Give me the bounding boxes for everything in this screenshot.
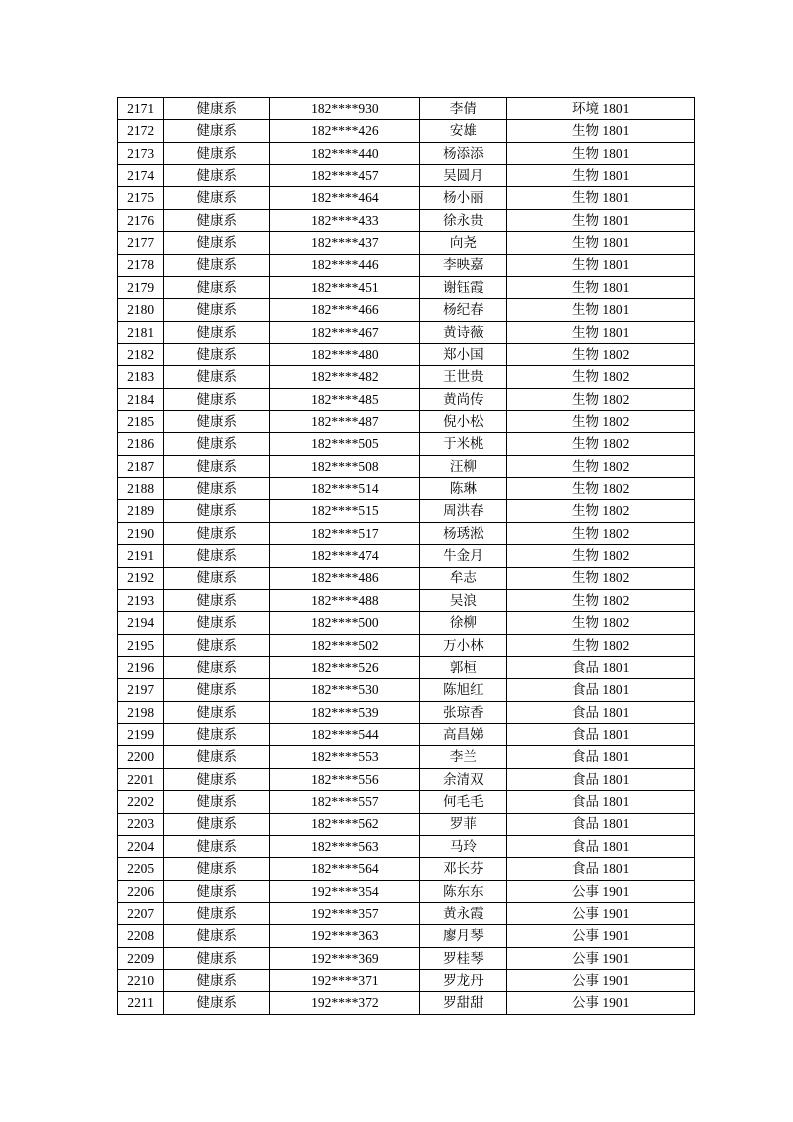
table-row [118,321,695,343]
row-number-cell: 2201 [118,768,164,790]
department-cell: 健康系 [164,545,270,567]
row-number-cell: 2211 [118,992,164,1015]
table-row [118,500,695,522]
name-cell: 吴圆月 [420,165,507,187]
name-cell: 高昌娣 [420,724,507,746]
table-row [118,165,695,187]
name-cell: 廖月琴 [420,925,507,947]
row-number-cell: 2204 [118,835,164,857]
name-cell: 杨琇淞 [420,522,507,544]
row-number-cell: 2173 [118,142,164,164]
department-cell: 健康系 [164,947,270,969]
class-cell: 生物 1801 [507,187,695,209]
department-cell: 健康系 [164,209,270,231]
department-cell: 健康系 [164,634,270,656]
row-number-cell: 2171 [118,98,164,120]
name-cell: 于米桃 [420,433,507,455]
class-cell: 生物 1802 [507,388,695,410]
department-cell: 健康系 [164,679,270,701]
phone-cell: 182****457 [270,165,420,187]
table-row [118,98,695,120]
row-number-cell: 2174 [118,165,164,187]
department-cell: 健康系 [164,522,270,544]
name-cell: 杨小丽 [420,187,507,209]
class-cell: 公事 1901 [507,992,695,1015]
table-row [118,209,695,231]
name-cell: 罗菲 [420,813,507,835]
phone-cell: 182****526 [270,656,420,678]
class-cell: 生物 1801 [507,142,695,164]
department-cell: 健康系 [164,970,270,992]
table-row [118,656,695,678]
row-number-cell: 2200 [118,746,164,768]
table-row [118,388,695,410]
department-cell: 健康系 [164,232,270,254]
name-cell: 黄诗薇 [420,321,507,343]
class-cell: 生物 1801 [507,120,695,142]
phone-cell: 192****354 [270,880,420,902]
name-cell: 郑小国 [420,343,507,365]
name-cell: 徐柳 [420,612,507,634]
class-cell: 生物 1802 [507,634,695,656]
class-cell: 生物 1802 [507,411,695,433]
class-cell: 食品 1801 [507,791,695,813]
class-cell: 公事 1901 [507,902,695,924]
table-row [118,835,695,857]
name-cell: 李倩 [420,98,507,120]
table-row [118,679,695,701]
department-cell: 健康系 [164,187,270,209]
phone-cell: 182****426 [270,120,420,142]
department-cell: 健康系 [164,343,270,365]
class-cell: 生物 1801 [507,165,695,187]
phone-cell: 182****451 [270,276,420,298]
row-number-cell: 2197 [118,679,164,701]
phone-cell: 182****530 [270,679,420,701]
department-cell: 健康系 [164,858,270,880]
row-number-cell: 2180 [118,299,164,321]
row-number-cell: 2185 [118,411,164,433]
name-cell: 倪小松 [420,411,507,433]
department-cell: 健康系 [164,411,270,433]
class-cell: 公事 1901 [507,970,695,992]
row-number-cell: 2191 [118,545,164,567]
row-number-cell: 2209 [118,947,164,969]
row-number-cell: 2176 [118,209,164,231]
department-cell: 健康系 [164,299,270,321]
class-cell: 生物 1802 [507,343,695,365]
department-cell: 健康系 [164,701,270,723]
row-number-cell: 2172 [118,120,164,142]
row-number-cell: 2190 [118,522,164,544]
phone-cell: 182****486 [270,567,420,589]
class-cell: 生物 1801 [507,299,695,321]
name-cell: 李映嘉 [420,254,507,276]
table-row [118,366,695,388]
phone-cell: 182****500 [270,612,420,634]
phone-cell: 182****563 [270,835,420,857]
name-cell: 罗桂琴 [420,947,507,969]
table-row [118,343,695,365]
department-cell: 健康系 [164,120,270,142]
class-cell: 食品 1801 [507,858,695,880]
phone-cell: 182****562 [270,813,420,835]
class-cell: 生物 1802 [507,433,695,455]
department-cell: 健康系 [164,388,270,410]
row-number-cell: 2192 [118,567,164,589]
department-cell: 健康系 [164,902,270,924]
department-cell: 健康系 [164,656,270,678]
phone-cell: 182****437 [270,232,420,254]
row-number-cell: 2195 [118,634,164,656]
table-row [118,902,695,924]
class-cell: 生物 1802 [507,589,695,611]
class-cell: 食品 1801 [507,768,695,790]
row-number-cell: 2175 [118,187,164,209]
name-cell: 汪柳 [420,455,507,477]
row-number-cell: 2199 [118,724,164,746]
class-cell: 食品 1801 [507,701,695,723]
phone-cell: 182****482 [270,366,420,388]
department-cell: 健康系 [164,589,270,611]
name-cell: 邓长芬 [420,858,507,880]
class-cell: 食品 1801 [507,746,695,768]
phone-cell: 182****557 [270,791,420,813]
department-cell: 健康系 [164,813,270,835]
department-cell: 健康系 [164,98,270,120]
table-row [118,411,695,433]
department-cell: 健康系 [164,455,270,477]
department-cell: 健康系 [164,724,270,746]
class-cell: 公事 1901 [507,947,695,969]
phone-cell: 192****363 [270,925,420,947]
phone-cell: 182****564 [270,858,420,880]
table-row [118,813,695,835]
row-number-cell: 2205 [118,858,164,880]
table-row [118,701,695,723]
row-number-cell: 2178 [118,254,164,276]
table-row [118,299,695,321]
row-number-cell: 2203 [118,813,164,835]
phone-cell: 182****502 [270,634,420,656]
department-cell: 健康系 [164,768,270,790]
phone-cell: 192****371 [270,970,420,992]
table-row [118,232,695,254]
class-cell: 生物 1801 [507,209,695,231]
phone-cell: 182****485 [270,388,420,410]
row-number-cell: 2186 [118,433,164,455]
table-row [118,970,695,992]
phone-cell: 182****474 [270,545,420,567]
department-cell: 健康系 [164,276,270,298]
name-cell: 黄永霞 [420,902,507,924]
phone-cell: 182****467 [270,321,420,343]
table-row [118,992,695,1015]
table-row [118,589,695,611]
row-number-cell: 2182 [118,343,164,365]
phone-cell: 182****508 [270,455,420,477]
row-number-cell: 2193 [118,589,164,611]
table-row [118,724,695,746]
class-cell: 生物 1801 [507,232,695,254]
table-row [118,120,695,142]
row-number-cell: 2179 [118,276,164,298]
table-row [118,455,695,477]
row-number-cell: 2196 [118,656,164,678]
phone-cell: 182****515 [270,500,420,522]
class-cell: 食品 1801 [507,724,695,746]
table-row [118,768,695,790]
phone-cell: 182****539 [270,701,420,723]
name-cell: 安雄 [420,120,507,142]
name-cell: 向尧 [420,232,507,254]
department-cell: 健康系 [164,992,270,1015]
class-cell: 食品 1801 [507,656,695,678]
roster-table-body [118,98,695,1015]
phone-cell: 182****517 [270,522,420,544]
row-number-cell: 2194 [118,612,164,634]
phone-cell: 192****372 [270,992,420,1015]
class-cell: 食品 1801 [507,835,695,857]
name-cell: 张琼香 [420,701,507,723]
table-row [118,947,695,969]
department-cell: 健康系 [164,612,270,634]
department-cell: 健康系 [164,500,270,522]
phone-cell: 182****487 [270,411,420,433]
table-row [118,545,695,567]
name-cell: 郭桓 [420,656,507,678]
phone-cell: 182****446 [270,254,420,276]
name-cell: 徐永贵 [420,209,507,231]
table-row [118,522,695,544]
class-cell: 生物 1802 [507,545,695,567]
name-cell: 罗甜甜 [420,992,507,1015]
class-cell: 生物 1801 [507,276,695,298]
row-number-cell: 2177 [118,232,164,254]
name-cell: 谢钰霞 [420,276,507,298]
row-number-cell: 2189 [118,500,164,522]
class-cell: 公事 1901 [507,925,695,947]
phone-cell: 182****544 [270,724,420,746]
table-row [118,791,695,813]
name-cell: 陈东东 [420,880,507,902]
name-cell: 罗龙丹 [420,970,507,992]
class-cell: 生物 1801 [507,321,695,343]
phone-cell: 192****357 [270,902,420,924]
class-cell: 生物 1801 [507,254,695,276]
table-row [118,478,695,500]
name-cell: 杨添添 [420,142,507,164]
phone-cell: 182****440 [270,142,420,164]
name-cell: 杨纪春 [420,299,507,321]
table-row [118,142,695,164]
department-cell: 健康系 [164,142,270,164]
name-cell: 黄尚传 [420,388,507,410]
class-cell: 食品 1801 [507,813,695,835]
table-row [118,254,695,276]
table-row [118,433,695,455]
phone-cell: 182****464 [270,187,420,209]
department-cell: 健康系 [164,366,270,388]
phone-cell: 182****505 [270,433,420,455]
table-row [118,858,695,880]
table-row [118,880,695,902]
class-cell: 食品 1801 [507,679,695,701]
row-number-cell: 2181 [118,321,164,343]
table-row [118,187,695,209]
phone-cell: 182****488 [270,589,420,611]
name-cell: 牟志 [420,567,507,589]
name-cell: 陈旭红 [420,679,507,701]
table-row [118,276,695,298]
name-cell: 周洪春 [420,500,507,522]
name-cell: 万小林 [420,634,507,656]
class-cell: 生物 1802 [507,455,695,477]
class-cell: 公事 1901 [507,880,695,902]
phone-cell: 182****480 [270,343,420,365]
row-number-cell: 2187 [118,455,164,477]
name-cell: 何毛毛 [420,791,507,813]
phone-cell: 182****514 [270,478,420,500]
table-row [118,612,695,634]
table-row [118,634,695,656]
class-cell: 生物 1802 [507,500,695,522]
class-cell: 生物 1802 [507,612,695,634]
table-row [118,567,695,589]
class-cell: 生物 1802 [507,366,695,388]
name-cell: 吴浪 [420,589,507,611]
department-cell: 健康系 [164,478,270,500]
row-number-cell: 2210 [118,970,164,992]
phone-cell: 182****930 [270,98,420,120]
table-row [118,925,695,947]
department-cell: 健康系 [164,791,270,813]
phone-cell: 182****466 [270,299,420,321]
name-cell: 牛金月 [420,545,507,567]
row-number-cell: 2183 [118,366,164,388]
name-cell: 余清双 [420,768,507,790]
row-number-cell: 2202 [118,791,164,813]
roster-table [117,97,695,1015]
row-number-cell: 2184 [118,388,164,410]
department-cell: 健康系 [164,746,270,768]
row-number-cell: 2206 [118,880,164,902]
name-cell: 王世贵 [420,366,507,388]
department-cell: 健康系 [164,925,270,947]
phone-cell: 192****369 [270,947,420,969]
class-cell: 生物 1802 [507,567,695,589]
table-row [118,746,695,768]
name-cell: 陈琳 [420,478,507,500]
department-cell: 健康系 [164,880,270,902]
row-number-cell: 2188 [118,478,164,500]
name-cell: 李兰 [420,746,507,768]
department-cell: 健康系 [164,254,270,276]
phone-cell: 182****553 [270,746,420,768]
name-cell: 马玲 [420,835,507,857]
phone-cell: 182****556 [270,768,420,790]
class-cell: 生物 1802 [507,522,695,544]
department-cell: 健康系 [164,165,270,187]
row-number-cell: 2207 [118,902,164,924]
class-cell: 生物 1802 [507,478,695,500]
department-cell: 健康系 [164,433,270,455]
department-cell: 健康系 [164,321,270,343]
phone-cell: 182****433 [270,209,420,231]
class-cell: 环境 1801 [507,98,695,120]
department-cell: 健康系 [164,835,270,857]
row-number-cell: 2198 [118,701,164,723]
row-number-cell: 2208 [118,925,164,947]
department-cell: 健康系 [164,567,270,589]
